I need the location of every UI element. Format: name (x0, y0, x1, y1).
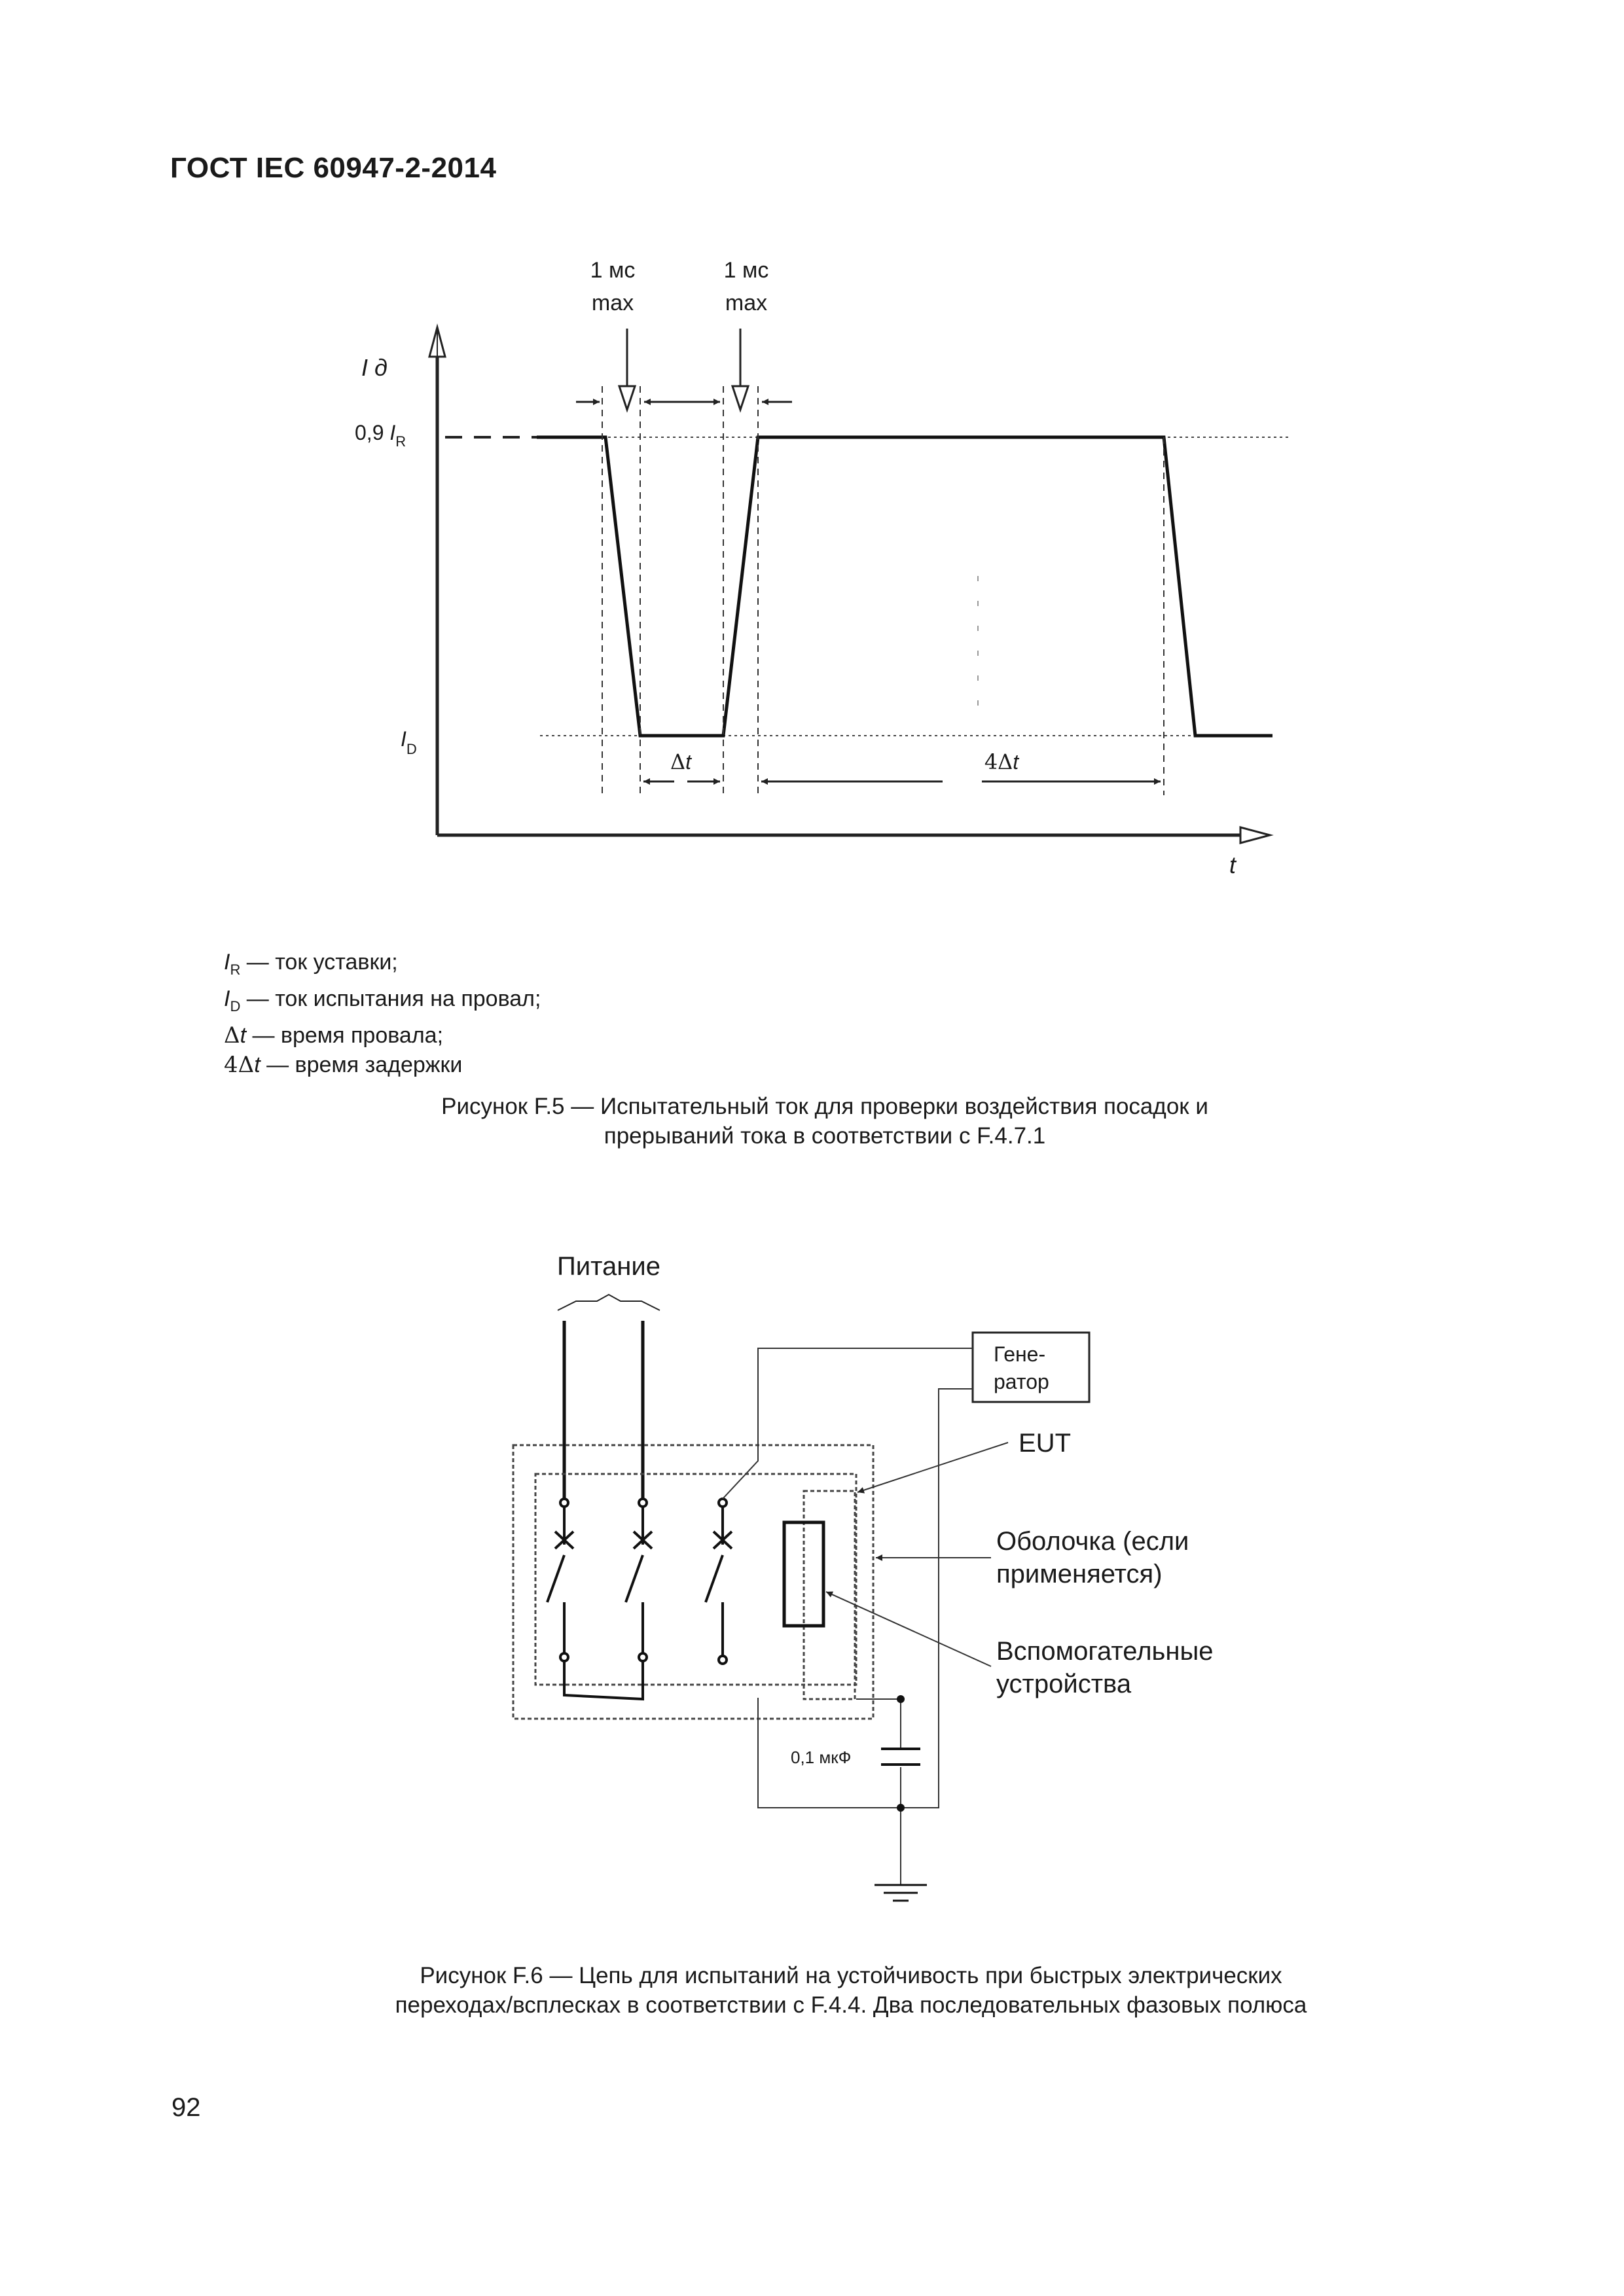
capacitor (881, 1749, 920, 1765)
x-axis (437, 827, 1270, 843)
page-number: 92 (171, 2093, 201, 2122)
node (897, 1804, 905, 1812)
auxiliary-label-line2: устройства (996, 1670, 1132, 1698)
switch-pole-1 (547, 1499, 573, 1661)
switch-pole-2 (626, 1499, 652, 1661)
legend-item: $I_D$ — ток испытания на провал; (224, 986, 541, 1014)
generator-wires (723, 1348, 973, 1808)
down-arrows (619, 329, 748, 410)
figure-f6-circuit (0, 1230, 1624, 1924)
coupling-network (758, 1698, 901, 1885)
supply-label: Питание (557, 1252, 660, 1281)
ground-symbol (875, 1885, 927, 1901)
enclosure-outer (513, 1445, 873, 1719)
y-axis (429, 327, 445, 835)
device-box-inner (535, 1474, 856, 1685)
generator-label-line2: ратор (994, 1370, 1049, 1393)
legend-item: 4Δt — время задержки (224, 1051, 463, 1078)
figure-f5-caption: Рисунок F.5 — Испытательный ток для проверки воздействия посадок и прерываний тока в соответствии с F.4.7.1 (441, 1094, 1208, 1149)
figure-f6-caption: Рисунок F.6 — Цепь для испытаний на устойчивость при быстрых электрических переходах/всплесках в соответствии с F.4.4. Два последовательных фазовых полюса (395, 1963, 1307, 2018)
current-waveform (537, 437, 1272, 736)
level-low-label: $I_D$ (401, 727, 417, 757)
eut-leader (857, 1443, 1008, 1492)
node (897, 1695, 905, 1703)
capacitor-label: 0,1 мкФ (791, 1748, 852, 1767)
annotation-1ms-left-line2: max (591, 291, 634, 315)
generator-label-line1: Гене- (994, 1342, 1046, 1366)
legend-item: $I_R$ — ток уставки; (224, 950, 398, 978)
y-axis-label: I д (361, 354, 388, 381)
annotation-1ms-right-line2: max (725, 291, 768, 315)
document-title: ГОСТ IEC 60947-2-2014 (170, 152, 497, 184)
eut-label: EUT (1019, 1429, 1071, 1458)
x-axis-label: t (1229, 852, 1236, 878)
dimension-dt-label: Δt (670, 749, 691, 774)
enclosure-label-line1: Оболочка (если (996, 1527, 1189, 1556)
time-markers (602, 386, 1164, 795)
level-high-label: 0,9 $I_R$ (355, 421, 406, 450)
legend-item: Δt — время провала; (224, 1022, 444, 1049)
enclosure-label-line2: применяется) (996, 1560, 1163, 1588)
series-link (564, 1661, 643, 1699)
figure-f5-legend (224, 948, 541, 1080)
dimension-4dt-label: 4Δt (984, 749, 1019, 774)
annotation-1ms-right-line1: 1 мс (723, 258, 769, 283)
supply-brace (558, 1295, 660, 1310)
annotation-1ms-left-line1: 1 мс (590, 258, 636, 283)
auxiliary-label-line1: Вспомогательные (996, 1637, 1214, 1666)
auxiliary-leader (826, 1592, 991, 1666)
figure-f5-diagram (0, 0, 1624, 929)
switch-pole-3 (706, 1499, 732, 1664)
